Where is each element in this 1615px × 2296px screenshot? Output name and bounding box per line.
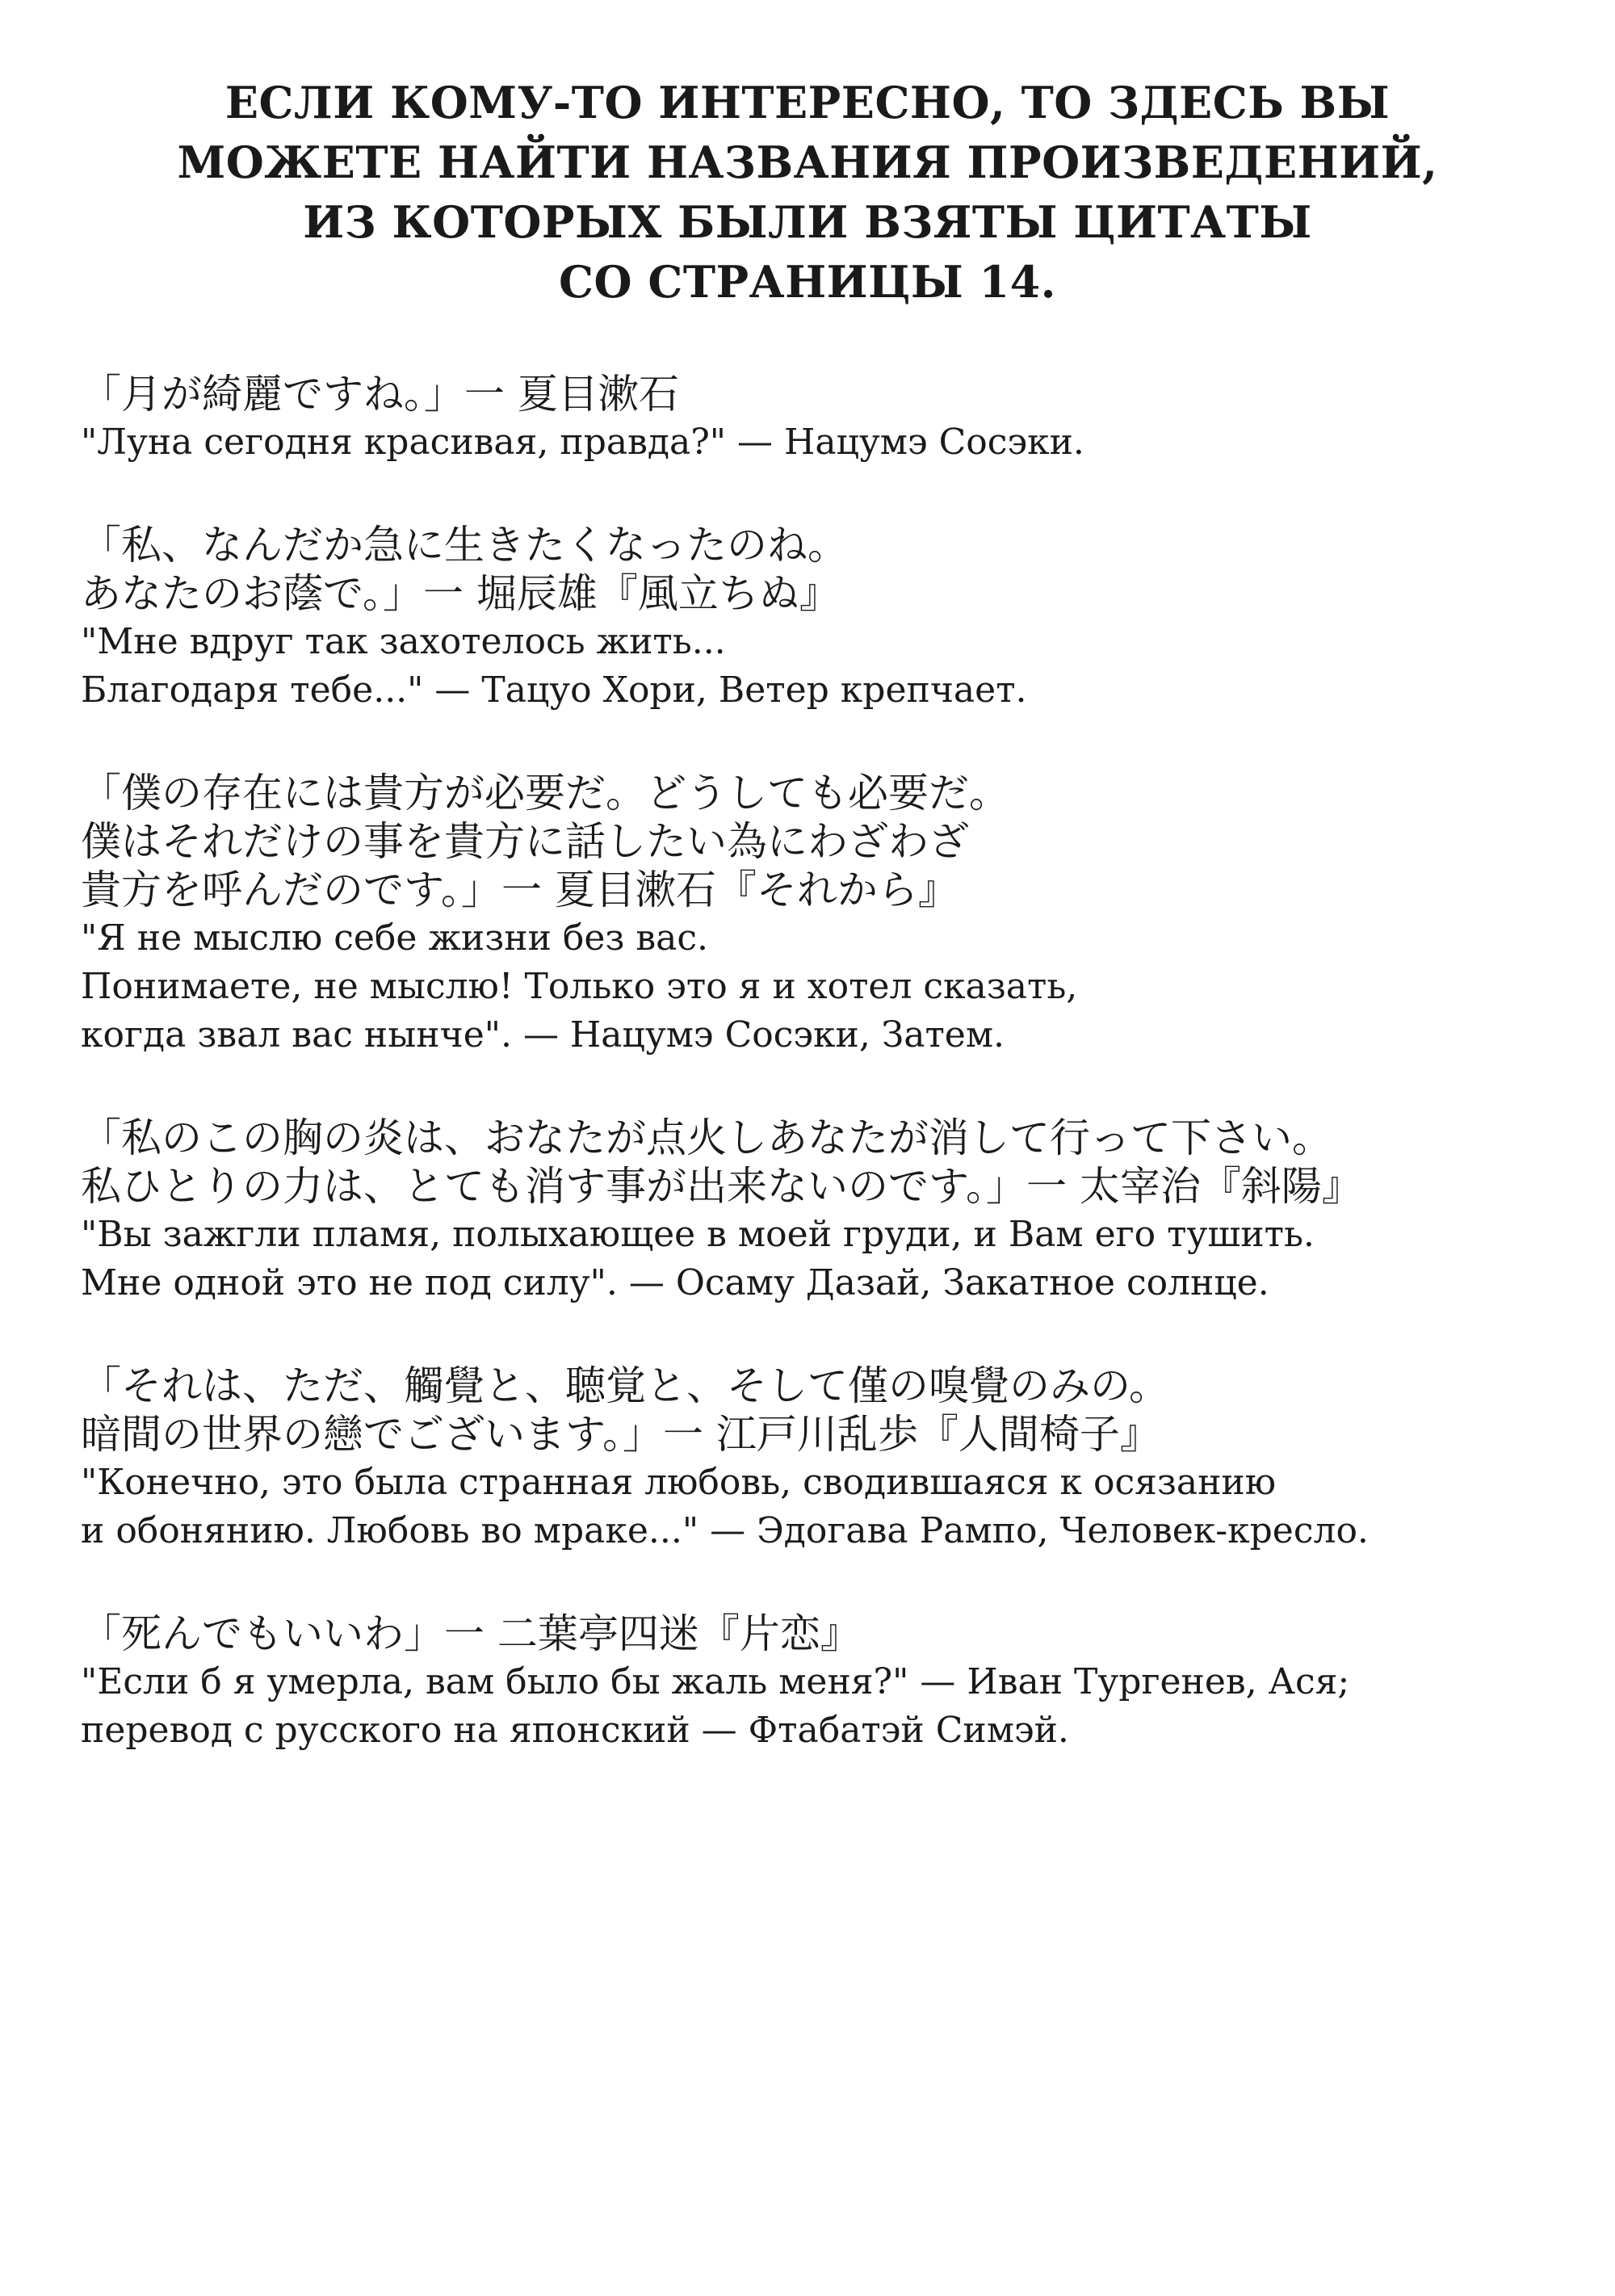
quote-block — [81, 1610, 1583, 1755]
russian-translation-line: Мне одной это не под силу". — Осаму Дазай, Закатное солнце. — [81, 1262, 1269, 1303]
quote-block — [81, 370, 1583, 467]
russian-translation-line: "Луна сегодня красивая, правда?" — Нацумэ Сосэки. — [81, 422, 1084, 463]
japanese-quote-line: 「私、なんだか急に生きたくなったのね。 — [81, 522, 848, 569]
russian-translation-line: Понимаете, не мыслю! Только это я и хотел сказать, — [81, 966, 1078, 1007]
russian-translation-line: и обонянию. Любовь во мраке..." — Эдогава Рампо, Человек-кресло. — [81, 1510, 1369, 1551]
russian-translation-line: перевод с русского на японский — Фтабатэй Симэй. — [81, 1710, 1069, 1751]
russian-translation-line: "Если б я умерла, вам было бы жаль меня?" — Иван Тургенев, Ася; — [81, 1661, 1350, 1702]
quote-block — [81, 1362, 1583, 1555]
japanese-quote-line: 「私のこの胸の炎は、おなたが点火しあなたが消して行って下さい。 — [81, 1114, 1332, 1161]
heading-line: МОЖЕТЕ НАЙТИ НАЗВАНИЯ ПРОИЗВЕДЕНИЙ, — [177, 136, 1438, 188]
japanese-quote-line: 僕はそれだけの事を貴方に話したい為にわざわざ — [81, 818, 969, 865]
russian-translation-line: Благодаря тебе..." — Тацуо Хори, Ветер крепчает. — [81, 669, 1027, 711]
russian-translation-line: когда звал вас нынче". — Нацумэ Сосэки, Затем. — [81, 1014, 1005, 1056]
japanese-quote-line: 「死んでもいいわ」一 二葉亭四迷『片恋』 — [81, 1610, 861, 1657]
quote-block — [81, 521, 1583, 715]
japanese-quote-line: あなたのお蔭で。」一 堀辰雄『風立ちぬ』 — [81, 570, 840, 617]
heading-line: ЕСЛИ КОМУ-ТО ИНТЕРЕСНО, ТО ЗДЕСЬ ВЫ — [224, 77, 1391, 128]
japanese-quote-line: 「それは、ただ、觸覺と、聴覚と、そして僅の嗅覺のみの。 — [81, 1362, 1169, 1409]
japanese-quote-line: 私ひとりの力は、とても消す事が出来ないのです。」一 太宰治『斜陽』 — [81, 1163, 1362, 1210]
japanese-quote-line: 貴方を呼んだのです。」一 夏目漱石『それから』 — [81, 867, 959, 913]
japanese-quote-line: 暗間の世界の戀でございます。」一 江戸川乱歩『人間椅子』 — [81, 1411, 1160, 1458]
japanese-quote-line: 「月が綺麗ですね。」一 夏目漱石 — [81, 371, 679, 418]
heading-line: СО СТРАНИЦЫ 14. — [559, 256, 1056, 308]
quote-block — [81, 769, 1583, 1060]
japanese-quote-line: 「僕の存在には貴方が必要だ。どうしても必要だ。 — [81, 770, 1009, 816]
russian-translation-line: "Мне вдруг так захотелось жить... — [81, 621, 726, 662]
heading-line: ИЗ КОТОРЫХ БЫЛИ ВЗЯТЫ ЦИТАТЫ — [303, 196, 1312, 248]
russian-translation-line: "Конечно, это была странная любовь, сводившаяся к осязанию — [81, 1462, 1277, 1503]
quote-block — [81, 1114, 1583, 1308]
quote-list — [81, 370, 1583, 1809]
russian-translation-line: "Я не мыслю себе жизни без вас. — [81, 917, 709, 959]
page-heading — [0, 73, 1615, 312]
russian-translation-line: "Вы зажгли пламя, полыхающее в моей груди, и Вам его тушить. — [81, 1214, 1315, 1255]
